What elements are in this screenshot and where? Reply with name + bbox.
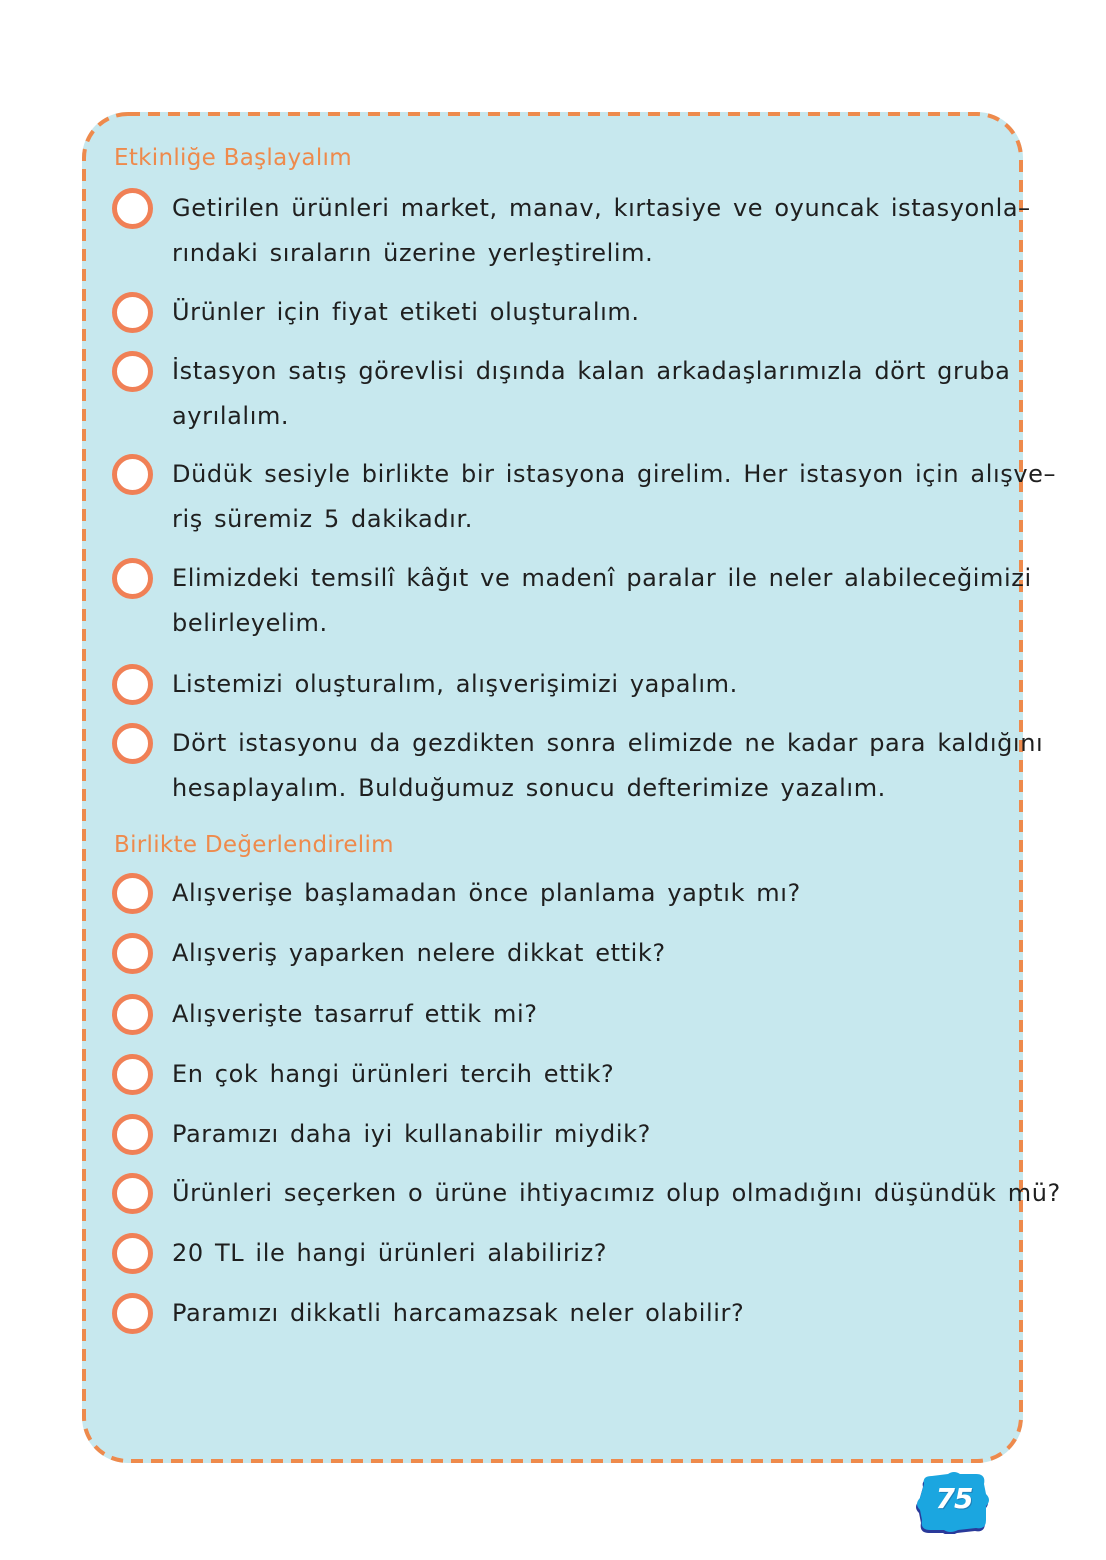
checkbox-circle[interactable]	[112, 1173, 153, 1214]
page-number: 75	[935, 1482, 973, 1515]
item-text: Alışveriş yaparken nelere dikkat ettik?	[172, 939, 666, 967]
checkbox-circle[interactable]	[112, 994, 153, 1035]
item-text: Alışverişte tasarruf ettik mi?	[172, 1000, 538, 1028]
item-text: İstasyon satış görevlisi dışında kalan arkadaşlarımızla dört gruba ayrılalım.	[172, 357, 1011, 430]
page-number-badge	[914, 1470, 994, 1534]
checkbox-circle[interactable]	[112, 351, 153, 392]
item-text: Paramızı daha iyi kullanabilir miydik?	[172, 1120, 651, 1148]
item-text: Getirilen ürünleri market, manav, kırtasiye ve oyuncak istasyonla– rındaki sıraların üzerine yerleştirelim.	[172, 194, 1031, 267]
checkbox-circle[interactable]	[112, 558, 153, 599]
checkbox-circle[interactable]	[112, 873, 153, 914]
item-text: Paramızı dikkatli harcamazsak neler olabilir?	[172, 1299, 745, 1327]
item-text: Elimizdeki temsilî kâğıt ve madenî paralar ile neler alabileceğimizi belirleyelim.	[172, 564, 1032, 637]
checkbox-circle[interactable]	[112, 188, 153, 229]
item-text: 20 TL ile hangi ürünleri alabiliriz?	[172, 1239, 608, 1267]
checkbox-circle[interactable]	[112, 933, 153, 974]
item-text: Ürünler için fiyat etiketi oluşturalım.	[172, 298, 640, 326]
item-text: Listemizi oluşturalım, alışverişimizi yapalım.	[172, 670, 738, 698]
item-text: Ürünleri seçerken o ürüne ihtiyacımız olup olmadığını düşündük mü?	[172, 1179, 1061, 1207]
checkbox-circle[interactable]	[112, 723, 153, 764]
item-text: Dört istasyonu da gezdikten sonra elimizde ne kadar para kaldığını hesaplayalım. Bulduğumuz sonucu defterimize yazalım.	[172, 729, 1044, 802]
section-title-etkinlige-baslayalim: Etkinliğe Başlayalım	[114, 145, 352, 171]
checkbox-circle[interactable]	[112, 1114, 153, 1155]
checkbox-circle[interactable]	[112, 1233, 153, 1274]
item-text: En çok hangi ürünleri tercih ettik?	[172, 1060, 615, 1088]
checkbox-circle[interactable]	[112, 1293, 153, 1334]
item-text: Düdük sesiyle birlikte bir istasyona girelim. Her istasyon için alışve– riş süremiz 5 dakikadır.	[172, 460, 1057, 533]
checkbox-circle[interactable]	[112, 454, 153, 495]
section-title-birlikte-degerlendirelim: Birlikte Değerlendirelim	[114, 832, 394, 858]
checkbox-circle[interactable]	[112, 292, 153, 333]
item-text: Alışverişe başlamadan önce planlama yaptık mı?	[172, 879, 801, 907]
checkbox-circle[interactable]	[112, 1054, 153, 1095]
checkbox-circle[interactable]	[112, 664, 153, 705]
